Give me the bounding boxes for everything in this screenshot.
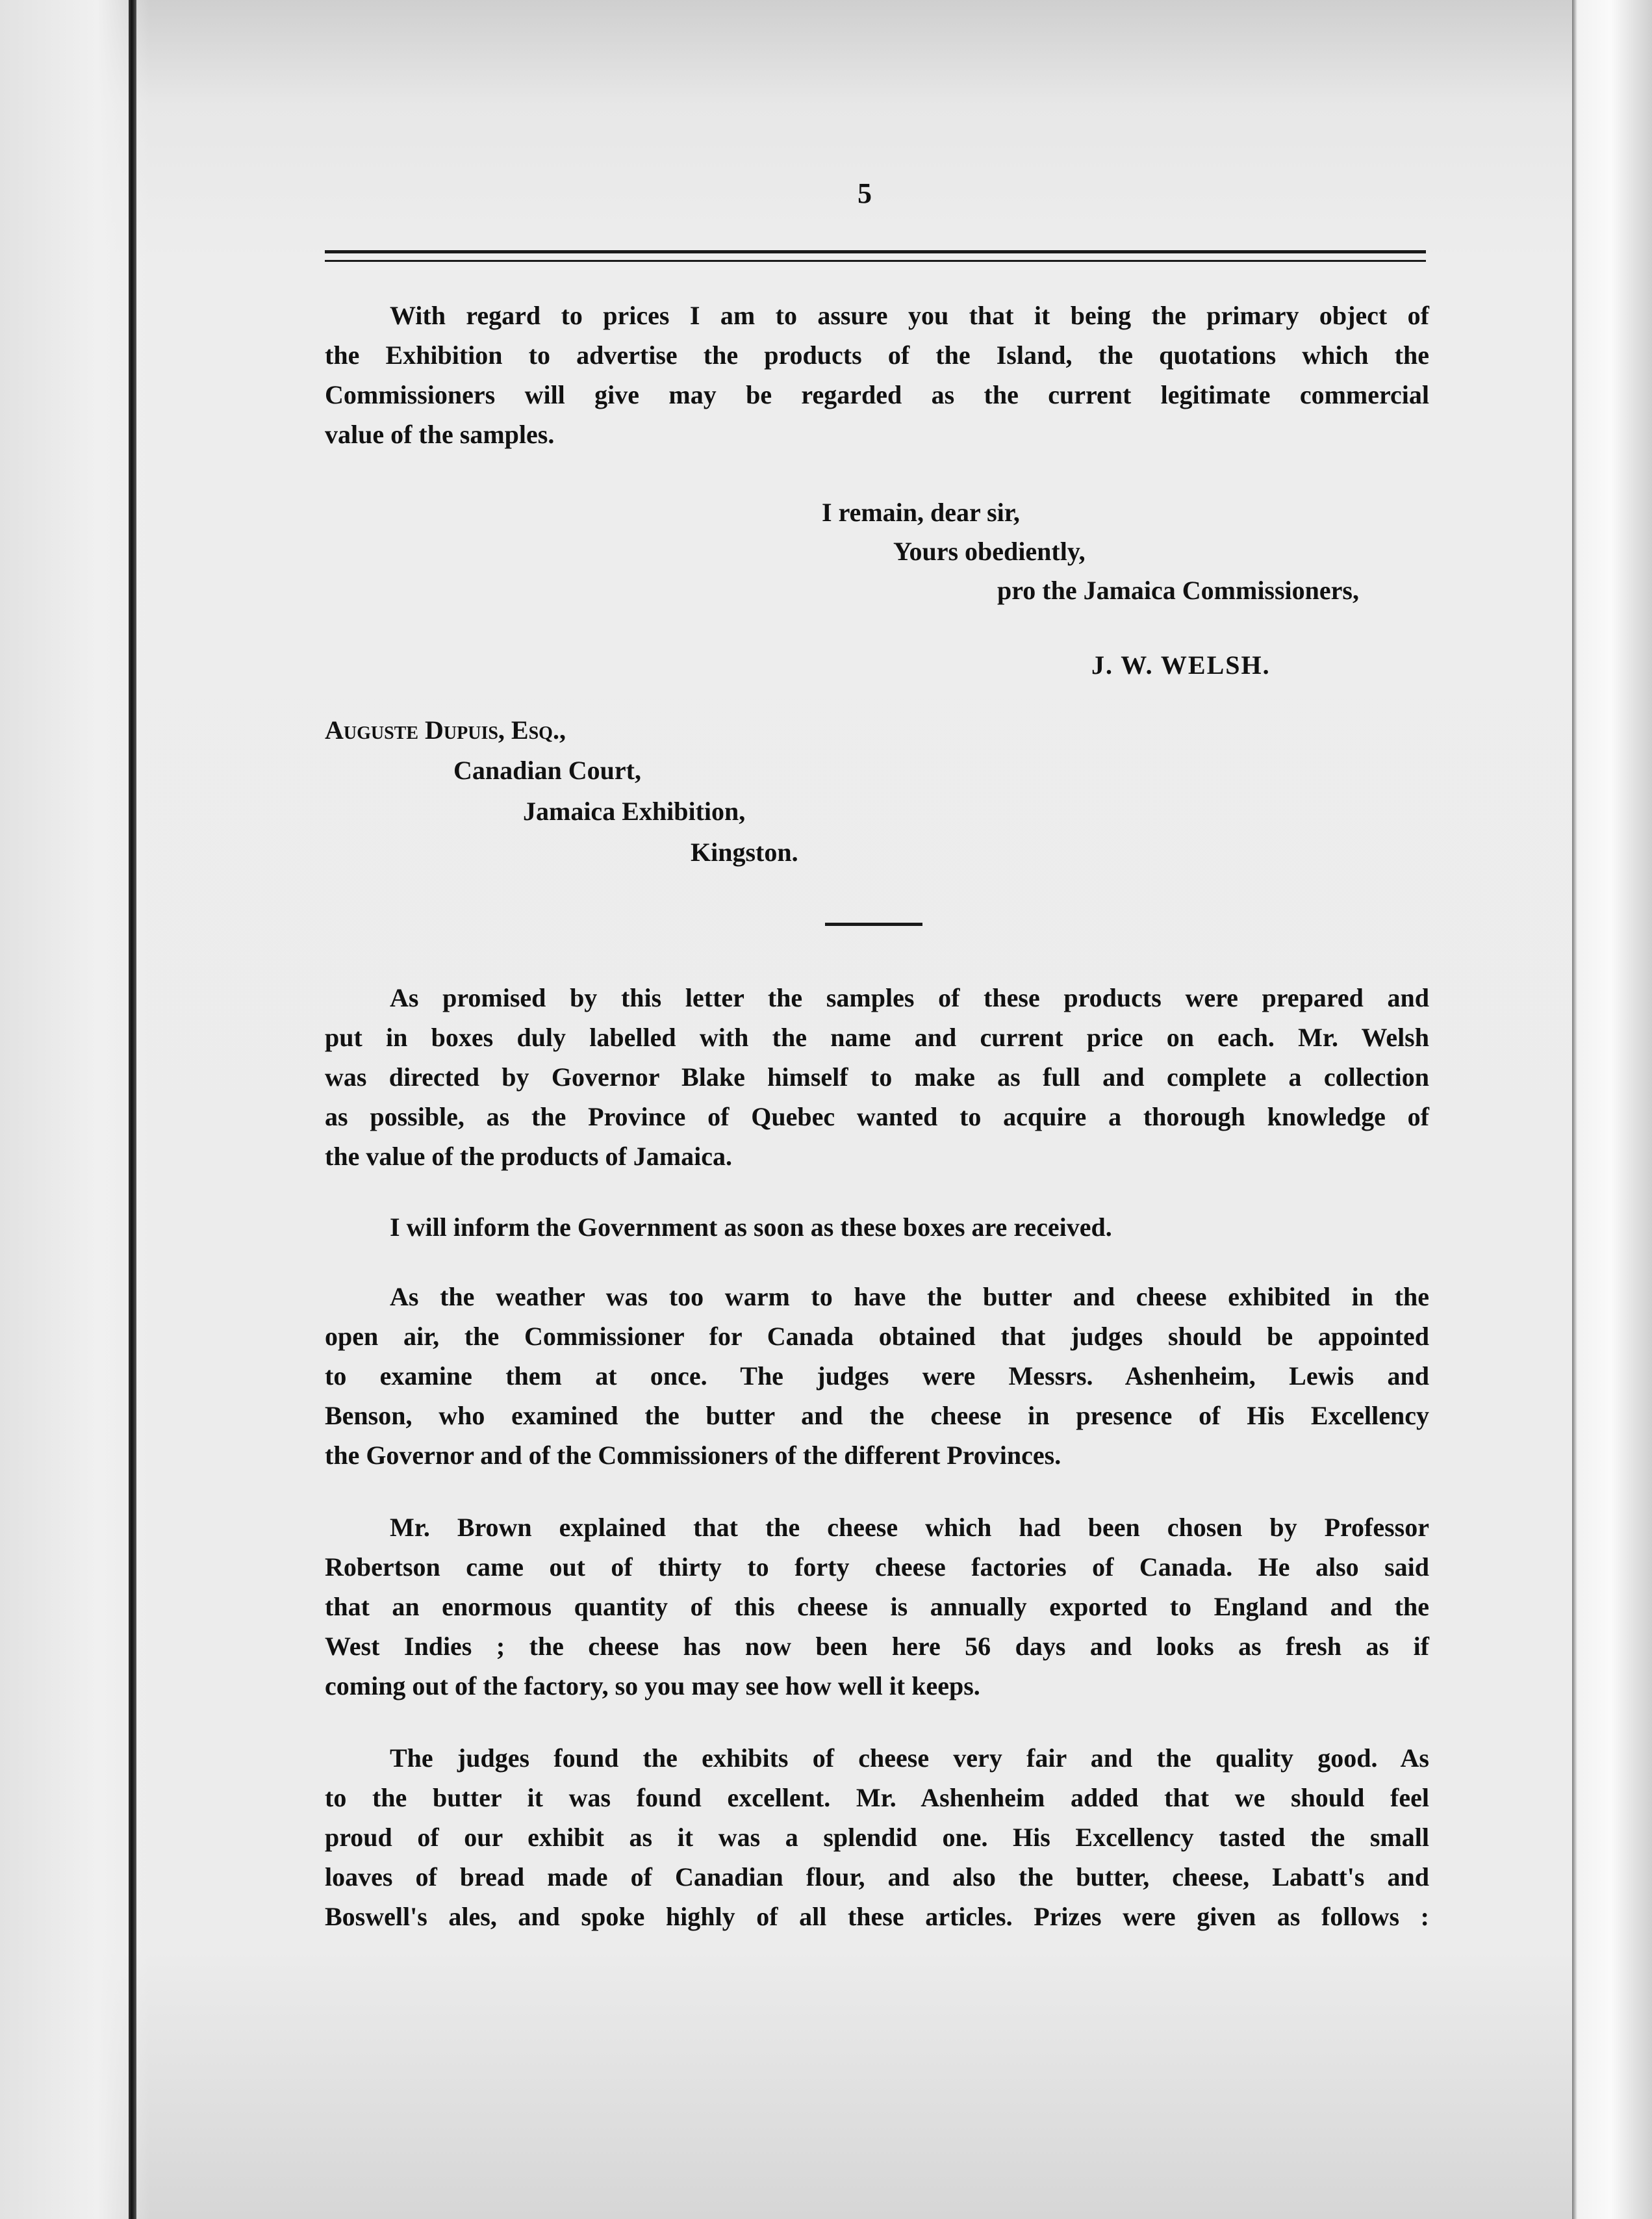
body-paragraph <box>325 1507 1429 1706</box>
text-line: coming out of the factory, so you may see how well it keeps. <box>325 1671 980 1700</box>
address-line: Kingston. <box>691 838 798 867</box>
text-line: the Exhibition to advertise the products of the Island, the quotations which the <box>325 340 1429 370</box>
body-paragraph <box>325 978 1429 1176</box>
text-line: Mr. Brown explained that the cheese which had been chosen by Professor <box>390 1513 1429 1542</box>
text-line: to the butter it was found excellent. Mr. Ashenheim added that we should feel <box>325 1783 1429 1812</box>
text-line: value of the samples. <box>325 420 555 449</box>
section-divider <box>825 923 922 926</box>
signature: J. W. WELSH. <box>1091 650 1271 680</box>
text-line: the Governor and of the Commissioners of the different Provinces. <box>325 1441 1061 1470</box>
text-line: As the weather was too warm to have the butter and cheese exhibited in the <box>390 1282 1429 1311</box>
text-line: put in boxes duly labelled with the name and current price on each. Mr. Welsh <box>325 1023 1429 1052</box>
opening-paragraph <box>325 296 1429 454</box>
text-line: open air, the Commissioner for Canada obtained that judges should be appointed <box>325 1322 1429 1351</box>
text-line: As promised by this letter the samples of these products were prepared and <box>390 983 1429 1012</box>
closing-valediction: Yours obediently, <box>893 537 1086 566</box>
page-binding-shadow <box>129 0 136 2219</box>
body-paragraph <box>325 1207 1429 1247</box>
closing-on-behalf: pro the Jamaica Commissioners, <box>997 576 1359 605</box>
header-rule-thick <box>325 250 1426 253</box>
text-line: as possible, as the Province of Quebec wanted to acquire a thorough knowledge of <box>325 1102 1429 1131</box>
addressee-name: Auguste Dupuis, Esq., <box>325 715 566 745</box>
text-line: the value of the products of Jamaica. <box>325 1142 732 1171</box>
address-line: Jamaica Exhibition, <box>523 797 746 826</box>
page-number: 5 <box>858 177 872 209</box>
body-paragraph <box>325 1738 1429 1936</box>
text-line: The judges found the exhibits of cheese very fair and the quality good. As <box>390 1743 1429 1773</box>
text-line: I will inform the Government as soon as these boxes are received. <box>390 1212 1112 1242</box>
body-paragraph <box>325 1277 1429 1475</box>
text-line: West Indies ; the cheese has now been here 56 days and looks as fresh as if <box>325 1632 1429 1661</box>
text-line: loaves of bread made of Canadian flour, and also the butter, cheese, Labatt's and <box>325 1862 1429 1892</box>
text-line: was directed by Governor Blake himself to make as full and complete a collection <box>325 1062 1429 1092</box>
closing-salutation: I remain, dear sir, <box>822 498 1020 527</box>
text-line: proud of our exhibit as it was a splendid one. His Excellency tasted the small <box>325 1823 1429 1852</box>
text-line: Benson, who examined the butter and the cheese in presence of His Excellency <box>325 1401 1429 1430</box>
text-line: Boswell's ales, and spoke highly of all these articles. Prizes were given as follows : <box>325 1902 1429 1931</box>
text-line: that an enormous quantity of this cheese is annually exported to England and the <box>325 1592 1429 1621</box>
text-line: Commissioners will give may be regarded as the current legitimate commercial <box>325 380 1429 409</box>
address-line: Canadian Court, <box>453 756 641 785</box>
text-line: to examine them at once. The judges were Messrs. Ashenheim, Lewis and <box>325 1361 1429 1391</box>
header-rule-thin <box>325 260 1426 262</box>
text-line: Robertson came out of thirty to forty cheese factories of Canada. He also said <box>325 1552 1429 1582</box>
page-edge <box>1572 0 1652 2219</box>
text-line: With regard to prices I am to assure you that it being the primary object of <box>390 301 1429 330</box>
